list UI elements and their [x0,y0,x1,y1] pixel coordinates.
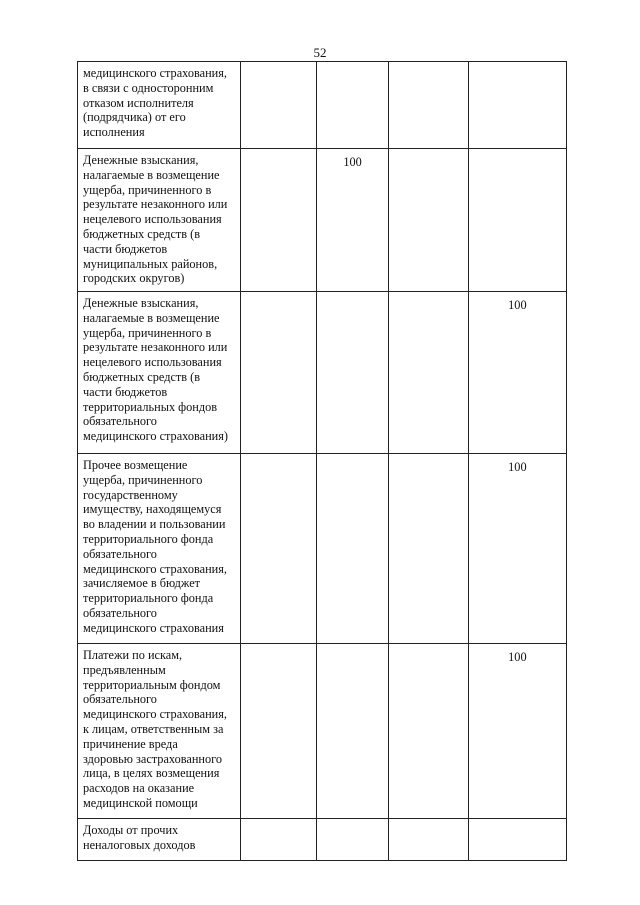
description-line: к лицам, ответственным за [83,721,224,736]
description-line: Прочее возмещение [83,458,188,472]
description-line: территориальным фондом [83,677,221,692]
description-line: в связи с односторонним [83,80,214,95]
description-line: ущерба, причиненного в [83,182,212,197]
revenue-description [78,62,241,149]
value-cell [388,819,468,861]
value-cell [241,149,317,292]
value-cell: 100 [468,454,566,644]
value-cell: 100 [468,644,566,819]
value-cell [317,644,388,819]
description-line: бюджетных средств (в [83,226,201,241]
value-cell [388,62,468,149]
description-line: обязательного [83,605,157,620]
value-cell [241,819,317,861]
table-row [78,819,567,861]
description-line: здоровью застрахованного [83,751,223,766]
description-line: зачисляемое в бюджет [83,576,201,591]
description-line: налагаемые в возмещение [83,310,220,325]
description-line: медицинской помощи [83,795,198,810]
value-cell [468,819,566,861]
description-line: городских округов) [83,271,185,286]
description-line: медицинского страхования [83,620,224,635]
value-cell [241,62,317,149]
value-cell [317,62,388,149]
value-cell: 100 [317,149,388,292]
revenue-description [78,819,241,861]
description-line: части бюджетов [83,241,168,256]
value-cell [317,819,388,861]
revenue-description [78,454,241,644]
description-line: муниципальных районов, [83,256,218,271]
description-line: Доходы от прочих [83,823,179,837]
value-cell: 100 [468,292,566,454]
description-line: Денежные взыскания, [83,296,199,310]
description-line: обязательного [83,414,157,429]
description-line: результате незаконного или [83,340,228,355]
description-line: Платежи по искам, [83,648,183,662]
description-line: причинение вреда [83,736,178,751]
description-line: нецелевого использования [83,355,222,370]
description-line: расходов на оказание [83,781,195,796]
value-cell [468,62,566,149]
description-line: предъявленным [83,662,166,677]
revenue-description [78,644,241,819]
value-cell [317,292,388,454]
value-cell [388,292,468,454]
table-row [78,149,567,292]
description-line: территориального фонда [83,531,214,546]
page-number: 52 [313,45,327,60]
description-line: медицинского страхования, [83,707,227,722]
description-line: исполнения [83,125,145,140]
description-line: (подрядчика) от его [83,110,186,125]
description-line: государственному [83,487,178,502]
table-row [78,292,567,454]
table-row [78,62,567,149]
description-line: отказом исполнителя [83,95,194,110]
value-cell [388,454,468,644]
description-line: налагаемые в возмещение [83,167,220,182]
value-cell [241,644,317,819]
description-line: ущерба, причиненного в [83,325,212,340]
description-line: медицинского страхования) [83,429,229,444]
description-line: части бюджетов [83,384,168,399]
description-line: нецелевого использования [83,212,222,227]
description-line: Денежные взыскания, [83,153,199,167]
description-line: обязательного [83,692,157,707]
description-line: медицинского страхования, [83,66,227,80]
table-row [78,644,567,819]
description-line: результате незаконного или [83,197,228,212]
description-line: территориальных фондов [83,399,218,414]
description-line: во владении и пользовании [83,517,226,532]
value-cell [468,149,566,292]
table-row [78,454,567,644]
value-cell [241,454,317,644]
value-cell [241,292,317,454]
description-line: бюджетных средств (в [83,369,201,384]
value-cell [388,644,468,819]
description-line: лица, в целях возмещения [83,766,220,781]
value-cell [388,149,468,292]
description-line: имуществу, находящемуся [83,502,222,517]
revenue-description [78,149,241,292]
description-line: территориального фонда [83,591,214,606]
budget-revenue-table [77,61,567,861]
description-line: неналоговых доходов [83,837,196,852]
description-line: обязательного [83,546,157,561]
description-line: медицинского страхования, [83,561,227,576]
description-line: ущерба, причиненного [83,472,203,487]
value-cell [317,454,388,644]
revenue-description [78,292,241,454]
